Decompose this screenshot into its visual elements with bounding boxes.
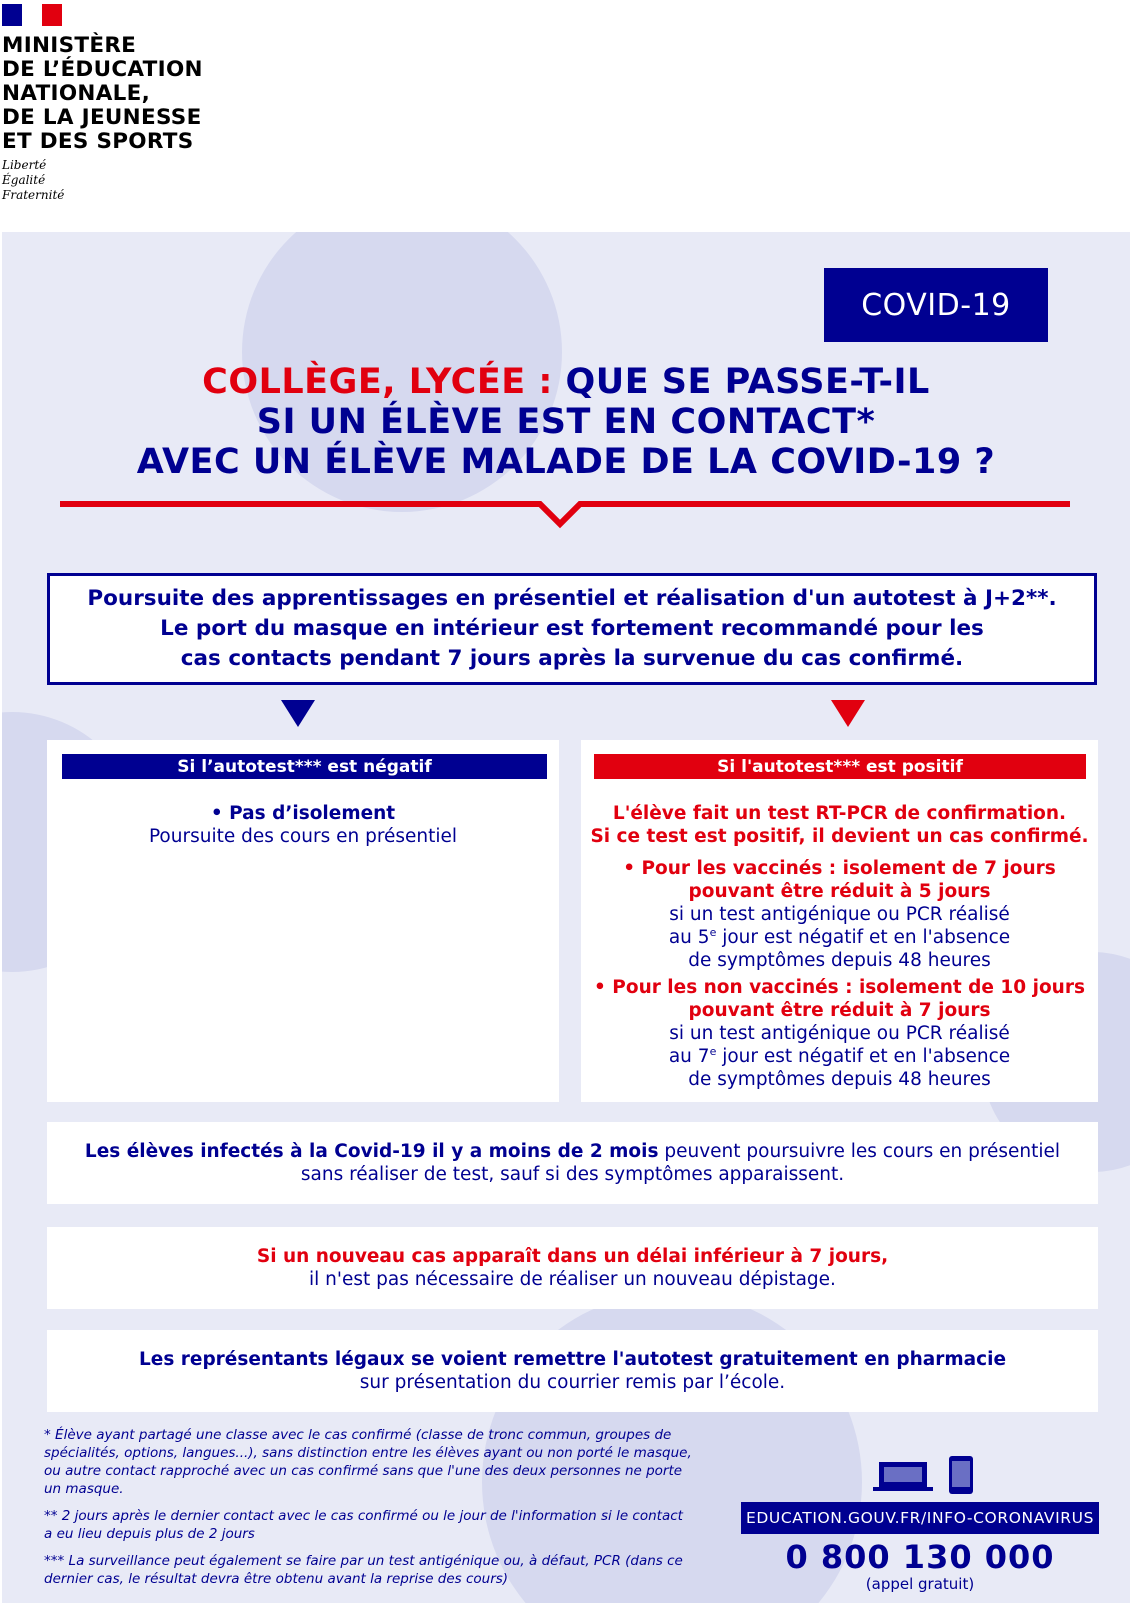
website-link[interactable]: EDUCATION.GOUV.FR/INFO-CORONAVIRUS (741, 1502, 1099, 1534)
arrow-down-red-icon (831, 700, 865, 727)
recently-infected-info: Les élèves infectés à la Covid-19 il y a moins de 2 mois peuvent poursuivre les cours en présentiel sans réaliser de test, sauf si des symptômes apparaissent. (47, 1122, 1098, 1204)
page-title: COLLÈGE, LYCÉE : QUE SE PASSE-T-IL SI UN ÉLÈVE EST EN CONTACT* AVEC UN ÉLÈVE MALADE DE LA COVID-19 ? (136, 362, 996, 482)
republic-flag-logo (2, 4, 62, 26)
covid-tag: COVID-19 (824, 268, 1048, 342)
non-vaccinated-section: • Pour les non vaccinés : isolement de 10 jours pouvant être réduit à 7 jours si un test antigénique ou PCR réalisé au 7e jour est négatif et en l'absence de symptômes depuis 48 heures (594, 977, 1085, 1090)
phone-number[interactable]: 0 800 130 000 (785, 1538, 1055, 1576)
title-divider (60, 500, 1070, 530)
continue-classes: Poursuite des cours en présentiel (148, 826, 458, 847)
ministry-name: MINISTÈRE DE L’ÉDUCATION NATIONALE, DE LA JEUNESSE ET DES SPORTS (2, 33, 203, 154)
footnote-2: ** 2 jours après le dernier contact avec le cas confirmé ou le jour de l'information si le contact a eu lieu depuis plus de 2 jours (44, 1508, 683, 1542)
republic-motto: Liberté Égalité Fraternité (2, 158, 65, 202)
confirmed-case-note: Si ce test est positif, il devient un cas confirmé. (590, 826, 1089, 847)
arrow-down-blue-icon (281, 700, 315, 727)
negative-header: Si l’autotest*** est négatif (62, 754, 547, 779)
footnotes (44, 1426, 694, 1597)
intro-box: Poursuite des apprentissages en présentiel et réalisation d'un autotest à J+2**. Le port du masque en intérieur est fortement recommandé pour les cas contacts pendant 7 jours après la survenue du cas confirmé. (47, 573, 1097, 685)
pharmacy-info: Les représentants légaux se voient remettre l'autotest gratuitement en pharmacie sur présentation du courrier remis par l’école. (47, 1330, 1098, 1412)
no-isolation: • Pas d’isolement (210, 803, 396, 824)
phone-note: (appel gratuit) (865, 1575, 975, 1593)
laptop-icon (872, 1462, 934, 1492)
negative-result-box (47, 740, 559, 1102)
footnote-3: *** La surveillance peut également se faire par un test antigénique ou, à défaut, PCR (dans ce dernier cas, le résultat devra être obtenu avant la reprise des cours) (44, 1553, 683, 1587)
positive-result-box (581, 740, 1098, 1102)
new-case-info: Si un nouveau cas apparaît dans un délai inférieur à 7 jours, il n'est pas nécessaire de réaliser un nouveau dépistage. (47, 1227, 1098, 1309)
smartphone-icon (948, 1455, 974, 1495)
positive-header: Si l'autotest*** est positif (594, 754, 1086, 779)
vaccinated-section: • Pour les vaccinés : isolement de 7 jours pouvant être réduit à 5 jours si un test antigénique ou PCR réalisé au 5e jour est négatif et en l'absence de symptômes depuis 48 heures (623, 858, 1056, 971)
footnote-1: * Élève ayant partagé une classe avec le cas confirmé (classe de tronc commun, groupes de spécialités, options, langues...), sans distinction entre les élèves ayant ou non porté le masque, ou autre contact rapproché avec un cas confirmé sans que l'une des deux personnes ne porte un masque. (44, 1427, 692, 1497)
pcr-confirmation: L'élève fait un test RT-PCR de confirmation. (612, 803, 1067, 824)
